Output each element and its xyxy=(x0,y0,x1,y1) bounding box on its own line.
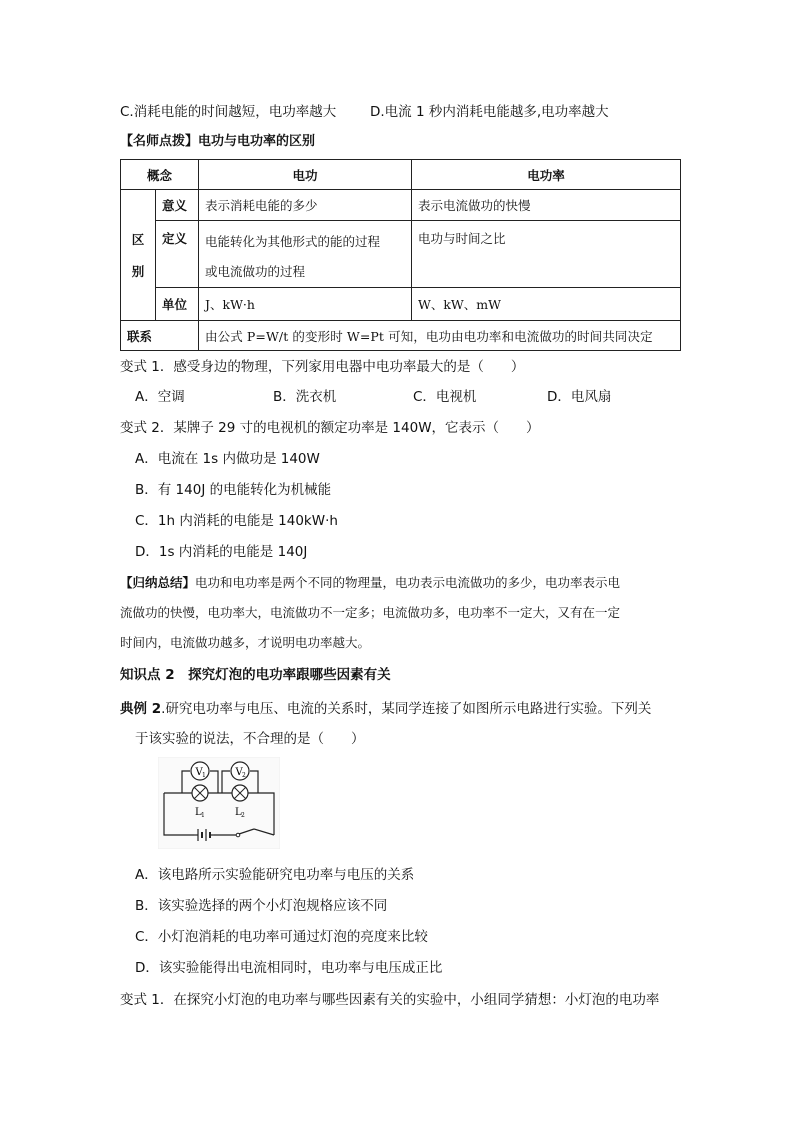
v1b-question: 变式 1．在探究小灯泡的电功率与哪些因素有关的实验中，小组同学猜想：小灯泡的电功率 xyxy=(120,992,660,1008)
table-row xyxy=(121,190,681,221)
v2-option-b: B．有 140J 的电能转化为机械能 xyxy=(135,482,332,498)
ex2-line-2: 于该实验的说法，不合理的是（ ） xyxy=(135,731,365,747)
cell-work: 电能转化为其他形式的能的过程 或电流做功的过程 xyxy=(199,221,412,288)
table-row xyxy=(121,288,681,321)
comparison-table xyxy=(120,159,681,351)
v2-option-c: C．1h 内消耗的电能是 140kW·h xyxy=(135,513,338,529)
svg-text:L: L xyxy=(195,807,202,818)
v1-option-d: D．电风扇 xyxy=(547,389,612,405)
cell-power: W、kW、mW xyxy=(412,288,681,321)
summary-line-3: 时间内，电流做功越多，才说明电功率越大。 xyxy=(120,635,371,650)
circuit-diagram xyxy=(158,757,280,849)
summary-line-1: 【归纳总结】电功和电功率是两个不同的物理量，电功表示电流做功的多少，电功率表示电 xyxy=(120,575,621,590)
svg-text:V: V xyxy=(195,767,203,778)
summary-line-2: 流做功的快慢，电功率大，电流做功不一定多；电流做功多，电功率不一定大，又有在一定 xyxy=(120,605,621,620)
v2-option-d: D．1s 内消耗的电能是 140J xyxy=(135,544,308,560)
cell-work: 表示消耗电能的多少 xyxy=(199,190,412,221)
voltmeter-v1 xyxy=(191,762,209,780)
row-label: 意义 xyxy=(156,190,199,221)
table-row xyxy=(121,221,681,288)
cell-power: 表示电流做功的快慢 xyxy=(412,190,681,221)
svg-text:2: 2 xyxy=(241,812,245,819)
svg-text:1: 1 xyxy=(201,812,205,819)
header-work: 电功 xyxy=(199,160,412,190)
header-power: 电功率 xyxy=(412,160,681,190)
ex2-line-1: 典例 2.研究电功率与电压、电流的关系时，某同学连接了如图所示电路进行实验。下列关 xyxy=(120,701,652,717)
v1-option-c: C．电视机 xyxy=(413,389,477,405)
svg-text:L: L xyxy=(235,807,242,818)
tip-heading: 【名师点拨】电功与电功率的区别 xyxy=(120,134,316,149)
v2-option-a: A．电流在 1s 内做功是 140W xyxy=(135,451,320,467)
ex2-option-d: D．该实验能得出电流相同时，电功率与电压成正比 xyxy=(135,960,443,976)
v1-option-b: B．洗衣机 xyxy=(273,389,337,405)
option-c: C.消耗电能的时间越短，电功率越大 xyxy=(120,104,337,120)
cell-power: 电功与时间之比 xyxy=(412,221,681,288)
ex2-label: 典例 2 xyxy=(120,701,162,717)
summary-heading: 【归纳总结】 xyxy=(120,575,196,590)
svg-text:V: V xyxy=(235,767,243,778)
svg-text:2: 2 xyxy=(242,772,246,779)
svg-text:1: 1 xyxy=(202,772,206,779)
relation-text: 由公式 P=W/t 的变形时 W=Pt 可知，电功由电功率和电流做功的时间共同决定 xyxy=(199,321,681,351)
ex2-option-c: C．小灯泡消耗的电功率可通过灯泡的亮度来比较 xyxy=(135,929,428,945)
ex2-option-a: A．该电路所示实验能研究电功率与电压的关系 xyxy=(135,867,415,883)
option-d: D.电流 1 秒内消耗电能越多,电功率越大 xyxy=(370,104,609,120)
ex2-option-b: B．该实验选择的两个小灯泡规格应该不同 xyxy=(135,898,388,914)
row-label: 定义 xyxy=(156,221,199,288)
v1-question: 变式 1．感受身边的物理，下列家用电器中电功率最大的是（ ） xyxy=(120,359,525,375)
v2-question: 变式 2．某牌子 29 寸的电视机的额定功率是 140W，它表示（ ） xyxy=(120,420,540,436)
cell-work: J、kW·h xyxy=(199,288,412,321)
relation-label: 联系 xyxy=(121,321,199,351)
kp2-title: 知识点 2 探究灯泡的电功率跟哪些因素有关 xyxy=(120,667,391,683)
row-label: 单位 xyxy=(156,288,199,321)
table-row xyxy=(121,321,681,351)
header-concept: 概念 xyxy=(121,160,199,190)
v1-option-a: A．空调 xyxy=(135,389,185,405)
group-label-diff: 区 别 xyxy=(121,190,156,321)
table-header-row xyxy=(121,160,681,190)
voltmeter-v2 xyxy=(231,762,249,780)
